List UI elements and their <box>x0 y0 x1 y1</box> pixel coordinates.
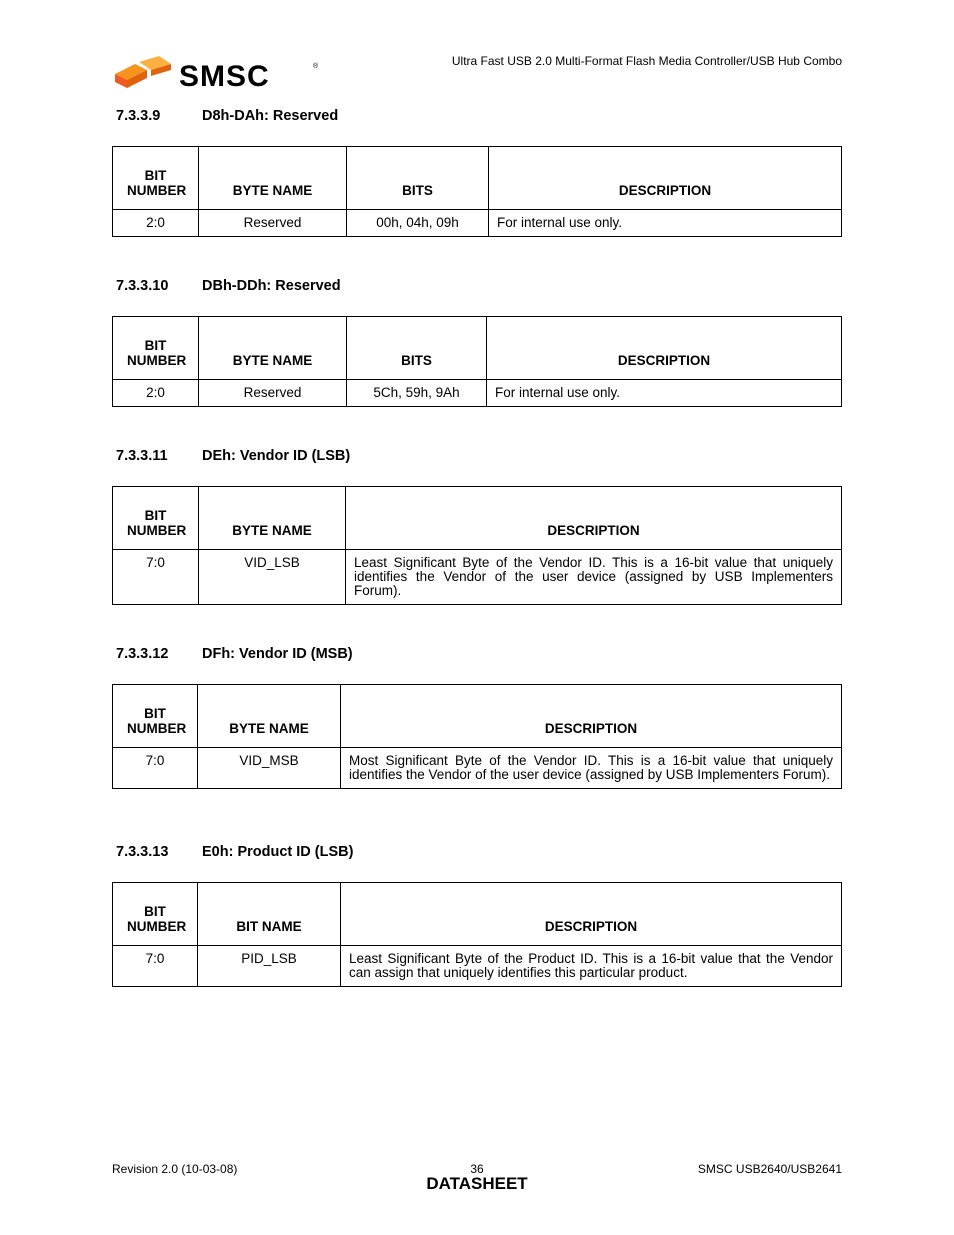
col-bits: BITS <box>347 147 489 210</box>
section-number: 7.3.3.9 <box>116 108 161 124</box>
cell-bits: 5Ch, 59h, 9Ah <box>347 380 487 407</box>
cell-description: Most Significant Byte of the Vendor ID. This is a 16-bit value that uniquely identifies the Vendor of the user device (assigned by USB Implementers Forum). <box>341 748 842 789</box>
cell-byte-name: VID_MSB <box>198 748 341 789</box>
cell-bit-number: 7:0 <box>113 748 198 789</box>
col-byte-name: BYTE NAME <box>199 487 346 550</box>
section-number: 7.3.3.13 <box>116 844 169 860</box>
register-table-d8h <box>112 146 842 237</box>
document-title: Ultra Fast USB 2.0 Multi-Format Flash Media Controller/USB Hub Combo <box>451 54 842 68</box>
col-description: DESCRIPTION <box>487 317 842 380</box>
col-bit-name: BIT NAME <box>198 883 341 946</box>
section-heading-deh <box>116 448 350 464</box>
table-header-row <box>113 685 842 748</box>
logo-wordmark: SMSC <box>179 60 270 93</box>
table-header-row <box>113 317 842 380</box>
cell-description: For internal use only. <box>487 380 842 407</box>
table-row <box>113 748 842 789</box>
col-byte-name: BYTE NAME <box>199 147 347 210</box>
section-title: DBh-DDh: Reserved <box>202 278 341 294</box>
table-header-row <box>113 487 842 550</box>
section-number: 7.3.3.11 <box>116 448 168 464</box>
logo-mark <box>115 56 171 88</box>
section-title: D8h-DAh: Reserved <box>202 108 339 124</box>
section-heading-e0h <box>116 844 353 860</box>
register-table-dbh <box>112 316 842 407</box>
col-description: DESCRIPTION <box>341 685 842 748</box>
col-bit-number: BIT NUMBER <box>113 883 198 946</box>
register-table-dfh <box>112 684 842 789</box>
cell-bit-number: 7:0 <box>113 550 199 605</box>
col-description: DESCRIPTION <box>341 883 842 946</box>
table-header-row <box>113 883 842 946</box>
table-row <box>113 946 842 987</box>
section-title: E0h: Product ID (LSB) <box>202 844 354 860</box>
section-heading-d8h <box>116 108 338 124</box>
table-row <box>113 210 842 237</box>
cell-bit-number: 2:0 <box>113 210 199 237</box>
section-title: DEh: Vendor ID (LSB) <box>202 448 351 464</box>
cell-description: Least Significant Byte of the Product ID. This is a 16-bit value that the Vendor can assign that uniquely identifies this particular product. <box>341 946 842 987</box>
register-table-e0h <box>112 882 842 987</box>
cell-bits: 00h, 04h, 09h <box>347 210 489 237</box>
section-number: 7.3.3.12 <box>116 646 169 662</box>
section-number: 7.3.3.10 <box>116 278 169 294</box>
col-byte-name: BYTE NAME <box>198 685 341 748</box>
svg-text:®: ® <box>313 63 319 70</box>
col-description: DESCRIPTION <box>489 147 842 210</box>
smsc-logo <box>113 56 323 96</box>
cell-byte-name: Reserved <box>199 210 347 237</box>
cell-description: Least Significant Byte of the Vendor ID. This is a 16-bit value that uniquely identifies the Vendor of the user device (assigned by USB Implementers Forum). <box>346 550 842 605</box>
cell-bit-number: 2:0 <box>113 380 199 407</box>
cell-bit-name: PID_LSB <box>198 946 341 987</box>
section-heading-dbh <box>116 278 341 294</box>
cell-byte-name: VID_LSB <box>199 550 346 605</box>
cell-bit-number: 7:0 <box>113 946 198 987</box>
footer-revision: Revision 2.0 (10-03-08) <box>112 1162 238 1176</box>
col-description: DESCRIPTION <box>346 487 842 550</box>
col-bit-number: BIT NUMBER <box>113 317 199 380</box>
col-bits: BITS <box>347 317 487 380</box>
cell-description: For internal use only. <box>489 210 842 237</box>
col-byte-name: BYTE NAME <box>199 317 347 380</box>
col-bit-number: BIT NUMBER <box>113 147 199 210</box>
col-bit-number: BIT NUMBER <box>113 487 199 550</box>
footer-datasheet-label: DATASHEET <box>426 1174 528 1193</box>
cell-byte-name: Reserved <box>199 380 347 407</box>
footer-product: SMSC USB2640/USB2641 <box>697 1162 842 1176</box>
table-row <box>113 550 842 605</box>
table-header-row <box>113 147 842 210</box>
table-row <box>113 380 842 407</box>
section-heading-dfh <box>116 646 353 662</box>
register-table-deh <box>112 486 842 605</box>
footer-page-number: 36 <box>470 1162 484 1176</box>
section-title: DFh: Vendor ID (MSB) <box>202 646 353 662</box>
col-bit-number: BIT NUMBER <box>113 685 198 748</box>
